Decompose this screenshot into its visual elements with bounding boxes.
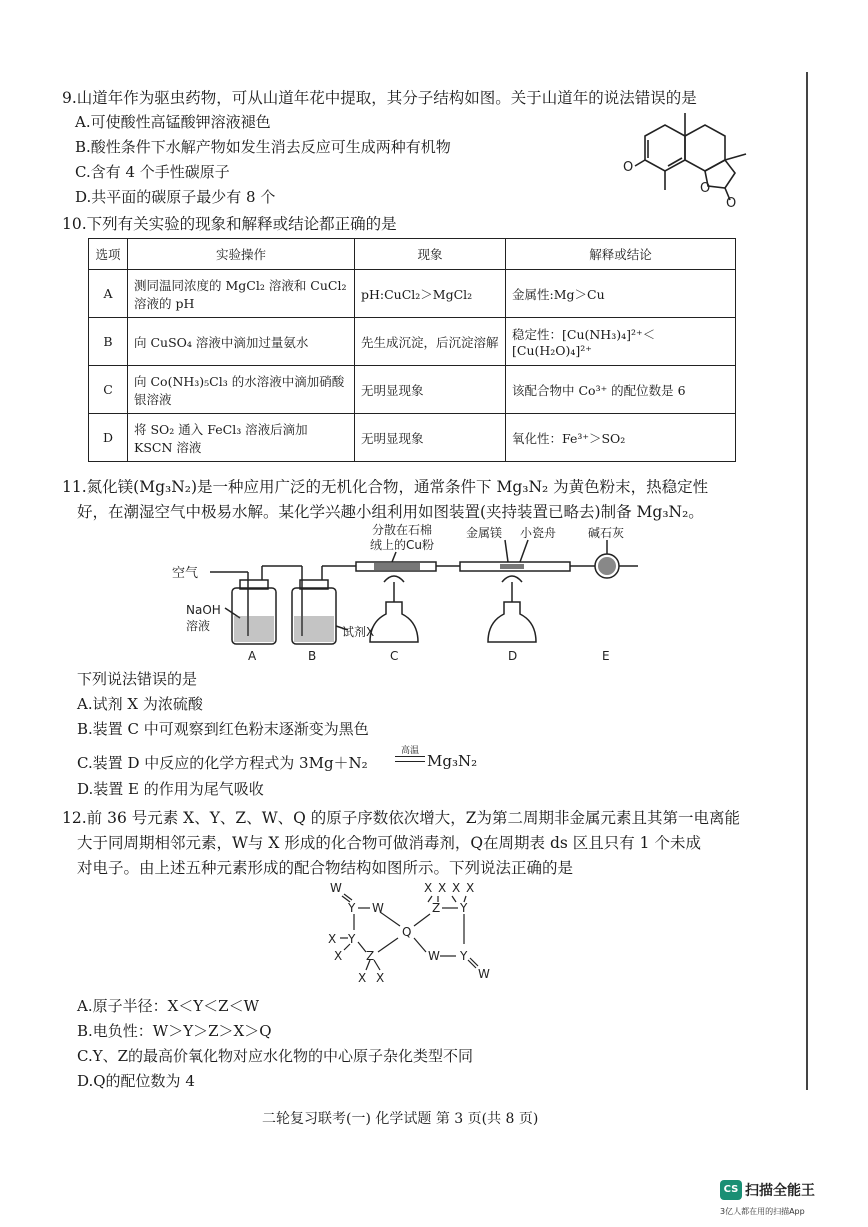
table-cell: 该配合物中 Co³⁺ 的配位数是 6 xyxy=(506,366,736,414)
atom-y: Y xyxy=(460,901,468,915)
label-reagent-x: 试剂X xyxy=(342,625,375,639)
q9-option-b: B.酸性条件下水解产物如发生消去反应可生成两种有机物 xyxy=(75,138,451,156)
atom-x: X xyxy=(334,949,343,963)
q9-option-d: D.共平面的碳原子最少有 8 个 xyxy=(75,188,276,206)
atom-w: W xyxy=(428,949,440,963)
atom-x: X xyxy=(376,971,385,985)
label-e: E xyxy=(602,649,610,663)
table-row xyxy=(89,366,736,414)
apparatus-diagram xyxy=(170,522,640,664)
oxygen-label-ketone: O xyxy=(623,160,634,175)
equation-product: Mg₃N₂ xyxy=(427,752,478,770)
label-d: D xyxy=(508,649,518,663)
label-boat: 小瓷舟 xyxy=(520,526,557,540)
oxygen-label-ring: O xyxy=(700,181,711,196)
q12-stem-line2: 大于同周期相邻元素，W与 X 形成的化合物可做消毒剂，Q在周期表 ds 区且只有 1 个未成 xyxy=(77,834,701,852)
table-cell: A xyxy=(89,270,128,318)
camscanner-logo: CS xyxy=(720,1180,742,1200)
q12-stem-line3: 对电子。由上述五种元素形成的配合物结构如图所示。下列说法正确的是 xyxy=(77,859,574,877)
atom-z: Z xyxy=(366,949,375,963)
table-header: 实验操作 xyxy=(128,239,355,270)
label-air: 空气 xyxy=(172,566,199,581)
atom-y: Y xyxy=(460,949,468,963)
equation-equals xyxy=(395,756,425,762)
label-soda-lime: 碱石灰 xyxy=(588,526,625,540)
table-header: 解释或结论 xyxy=(506,239,736,270)
table-cell: 将 SO₂ 通入 FeCl₃ 溶液后滴加 KSCN 溶液 xyxy=(128,414,355,462)
q12-stem-line1: 12.前 36 号元素 X、Y、Z、W、Q 的原子序数依次增大，Z为第二周期非金属元素且其第一电离能 xyxy=(62,809,741,827)
table-header: 现象 xyxy=(355,239,506,270)
table-cell: pH:CuCl₂＞MgCl₂ xyxy=(355,270,506,318)
label-solution: 溶液 xyxy=(186,619,211,633)
table-cell: 无明显现象 xyxy=(355,414,506,462)
q9-stem: 9.山道年作为驱虫药物，可从山道年花中提取，其分子结构如图。关于山道年的说法错误的是 xyxy=(62,89,697,107)
q11-option-c: C.装置 D 中反应的化学方程式为 3Mg＋N₂ xyxy=(77,754,368,772)
equation-condition: 高温 xyxy=(400,746,419,756)
oxygen-label-carbonyl: O xyxy=(726,196,737,208)
camscanner-name: 扫描全能王 xyxy=(745,1183,815,1199)
experiment-table xyxy=(88,238,736,462)
camscanner-tagline: 3亿人都在用的扫描App xyxy=(720,1207,805,1216)
atom-x: X xyxy=(424,881,433,895)
table-cell: 测同温同浓度的 MgCl₂ 溶液和 CuCl₂ 溶液的 pH xyxy=(128,270,355,318)
q11-stem-line2: 好，在潮湿空气中极易水解。某化学兴趣小组利用如图装置(夹持装置已略去)制备 Mg₃N₂。 xyxy=(77,503,704,521)
atom-w: W xyxy=(478,967,490,981)
table-cell: D xyxy=(89,414,128,462)
atom-z: Z xyxy=(432,901,441,915)
atom-y: Y xyxy=(348,932,356,946)
q10-stem: 10.下列有关实验的现象和解释或结论都正确的是 xyxy=(62,215,397,233)
santonin-structure xyxy=(620,108,760,208)
table-cell: C xyxy=(89,366,128,414)
q12-option-c: C.Y、Z的最高价氧化物对应水化物的中心原子杂化类型不同 xyxy=(77,1047,474,1065)
atom-x: X xyxy=(438,881,447,895)
atom-q: Q xyxy=(402,925,412,939)
table-header-row xyxy=(89,239,736,270)
table-row xyxy=(89,414,736,462)
q12-option-d: D.Q的配位数为 4 xyxy=(77,1072,195,1090)
table-cell: 向 Co(NH₃)₅Cl₃ 的水溶液中滴加硝酸银溶液 xyxy=(128,366,355,414)
atom-x: X xyxy=(452,881,461,895)
atom-w: W xyxy=(372,901,384,915)
table-cell: 向 CuSO₄ 溶液中滴加过量氨水 xyxy=(128,318,355,366)
label-c: C xyxy=(390,649,399,663)
label-a: A xyxy=(248,649,257,663)
label-cu-line2: 绒上的Cu粉 xyxy=(370,538,434,552)
q12-option-a: A.原子半径：X＜Y＜Z＜W xyxy=(77,997,260,1015)
q11-stem-line1: 11.氮化镁(Mg₃N₂)是一种应用广泛的无机化合物，通常条件下 Mg₃N₂ 为黄色粉末，热稳定性 xyxy=(62,478,709,496)
label-naoh: NaOH xyxy=(186,603,221,617)
label-cu-line1: 分散在石棉 xyxy=(372,523,433,537)
table-cell: 氧化性：Fe³⁺＞SO₂ xyxy=(506,414,736,462)
table-header: 选项 xyxy=(89,239,128,270)
label-mg: 金属镁 xyxy=(466,526,503,540)
complex-structure xyxy=(320,878,500,990)
atom-w: W xyxy=(330,881,342,895)
label-b: B xyxy=(308,649,317,663)
page-footer: 二轮复习联考(一) 化学试题 第 3 页(共 8 页) xyxy=(262,1111,539,1127)
q11-prompt: 下列说法错误的是 xyxy=(77,670,198,688)
q9-option-a: A.可使酸性高锰酸钾溶液褪色 xyxy=(75,113,271,131)
q11-option-b: B.装置 C 中可观察到红色粉末逐渐变为黑色 xyxy=(77,720,369,738)
atom-x: X xyxy=(358,971,367,985)
atom-x: X xyxy=(466,881,475,895)
table-cell: B xyxy=(89,318,128,366)
q12-option-b: B.电负性：W＞Y＞Z＞X＞Q xyxy=(77,1022,272,1040)
q11-option-a: A.试剂 X 为浓硫酸 xyxy=(77,695,203,713)
q11-option-d: D.装置 E 的作用为尾气吸收 xyxy=(77,780,264,798)
table-cell: 无明显现象 xyxy=(355,366,506,414)
table-cell: 先生成沉淀，后沉淀溶解 xyxy=(355,318,506,366)
table-cell: 稳定性：[Cu(NH₃)₄]²⁺＜[Cu(H₂O)₄]²⁺ xyxy=(506,318,736,366)
q9-option-c: C.含有 4 个手性碳原子 xyxy=(75,163,230,181)
atom-y: Y xyxy=(348,901,356,915)
atom-x: X xyxy=(328,932,337,946)
table-row xyxy=(89,318,736,366)
page-edge-line xyxy=(806,72,808,1090)
table-row xyxy=(89,270,736,318)
table-cell: 金属性:Mg＞Cu xyxy=(506,270,736,318)
